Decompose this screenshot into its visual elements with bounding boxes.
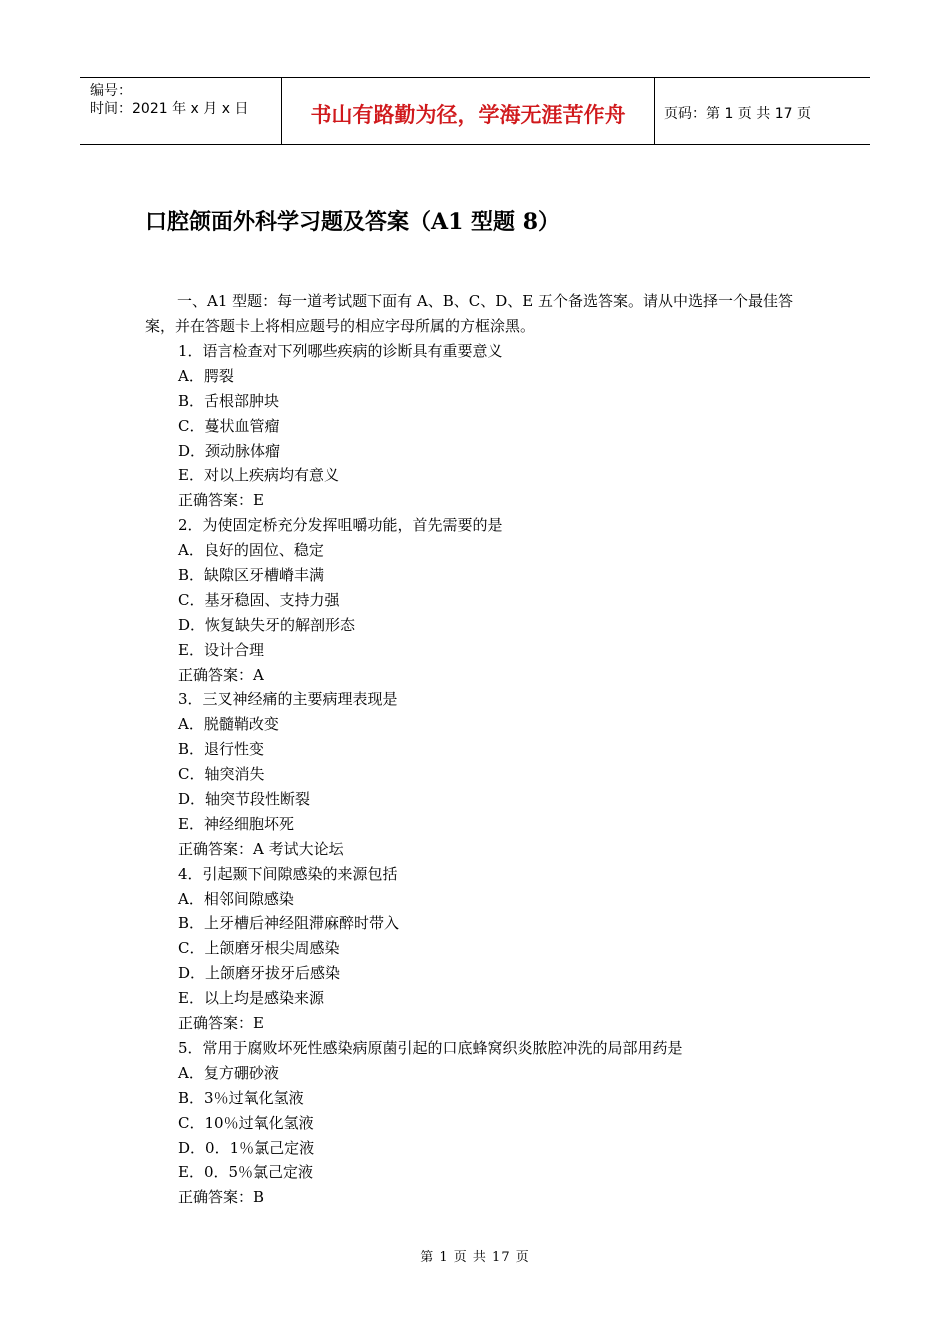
answer-option: B．缺隙区牙槽嵴丰满 [178,566,325,585]
correct-answer: 正确答案：A [178,665,264,684]
answer-option: A．腭裂 [178,366,234,385]
motto: 书山有路勤为径，学海无涯苦作舟 [310,103,626,127]
header-meta [80,78,281,144]
answer-option: C．蔓状血管瘤 [178,416,280,435]
time-label: 时间：2021 年 x 月 x 日 [90,101,249,117]
question-stem: 3．三叉神经痛的主要病理表现是 [178,690,398,709]
question-stem: 5．常用于腐败坏死性感染病原菌引起的口底蜂窝织炎脓腔冲洗的局部用药是 [178,1038,683,1057]
correct-answer: 正确答案：E [178,491,264,510]
page-header [80,77,870,145]
answer-option: D．0．1％氯己定液 [178,1138,315,1157]
header-motto-cell [281,78,655,144]
answer-option: E．神经细胞坏死 [178,814,294,833]
page-code: 页码：第 1 页 共 17 页 [664,106,811,122]
intro-paragraph [145,289,815,339]
answer-option: B．3％过氧化氢液 [178,1088,304,1107]
intro-text: 一、A1 型题：每一道考试题下面有 A、B、C、D、E 五个备选答案。请从中选择一个最佳答案，并在答题卡上将相应题号的相应字母所属的方框涂黑。 [145,292,793,335]
answer-option: E．0．5％氯己定液 [178,1163,314,1182]
page-footer: 第 1 页 共 17 页 [420,1250,530,1265]
answer-option: B．上牙槽后神经阻滞麻醉时带入 [178,914,400,933]
question-stem: 1．语言检查对下列哪些疾病的诊断具有重要意义 [178,342,503,360]
answer-option: C．轴突消失 [178,765,265,784]
answer-option: D．颈动脉体瘤 [178,441,281,460]
header-page-cell [655,78,870,144]
answer-option: C．基牙稳固、支持力强 [178,590,340,609]
answer-option: B．退行性变 [178,740,265,759]
answer-option: A．脱髓鞘改变 [178,715,279,734]
correct-answer: 正确答案：A 考试大论坛 [178,839,344,858]
answer-option: D．恢复缺失牙的解剖形态 [178,615,356,634]
question-stem: 2．为使固定桥充分发挥咀嚼功能，首先需要的是 [178,516,503,535]
answer-option: E．以上均是感染来源 [178,989,324,1008]
correct-answer: 正确答案：E [178,1014,264,1033]
answer-option: C．上颌磨牙根尖周感染 [178,939,340,958]
answer-option: A．相邻间隙感染 [178,889,294,908]
answer-option: B．舌根部肿块 [178,391,280,410]
answer-option: D．上颌磨牙拔牙后感染 [178,964,341,983]
answer-option: E．对以上疾病均有意义 [178,466,339,485]
question-list [178,339,683,1210]
question-stem: 4．引起颞下间隙感染的来源包括 [178,864,398,883]
answer-option: A．复方硼砂液 [178,1063,279,1082]
answer-option: C．10％过氧化氢液 [178,1113,314,1132]
answer-option: D．轴突节段性断裂 [178,790,311,809]
correct-answer: 正确答案：B [178,1188,265,1207]
number-label: 编号： [90,83,132,99]
answer-option: A．良好的固位、稳定 [178,541,324,560]
answer-option: E．设计合理 [178,640,264,659]
document-title: 口腔颌面外科学习题及答案（A1 型题 8） [145,209,561,235]
